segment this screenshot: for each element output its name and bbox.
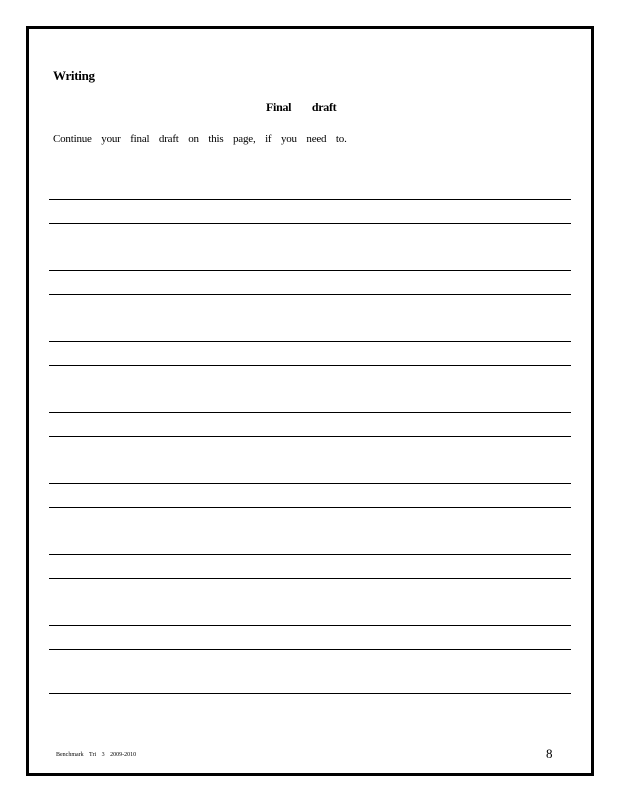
writing-line (49, 365, 571, 366)
footer-text: Benchmark Tri 3 2009-2010 (56, 752, 137, 758)
writing-line (49, 625, 571, 626)
writing-line (49, 483, 571, 484)
writing-line (49, 693, 571, 694)
writing-line (49, 436, 571, 437)
section-heading: Writing (53, 68, 95, 83)
writing-line (49, 223, 571, 224)
writing-line (49, 649, 571, 650)
writing-line (49, 294, 571, 295)
writing-line (49, 341, 571, 342)
writing-line (49, 507, 571, 508)
writing-line (49, 199, 571, 200)
writing-line (49, 578, 571, 579)
page-number: 8 (546, 746, 553, 761)
document-title: Final draft (266, 100, 337, 114)
writing-line (49, 270, 571, 271)
instruction-text: Continue your final draft on this page, if you need to. (53, 133, 347, 145)
writing-line (49, 412, 571, 413)
writing-line (49, 554, 571, 555)
